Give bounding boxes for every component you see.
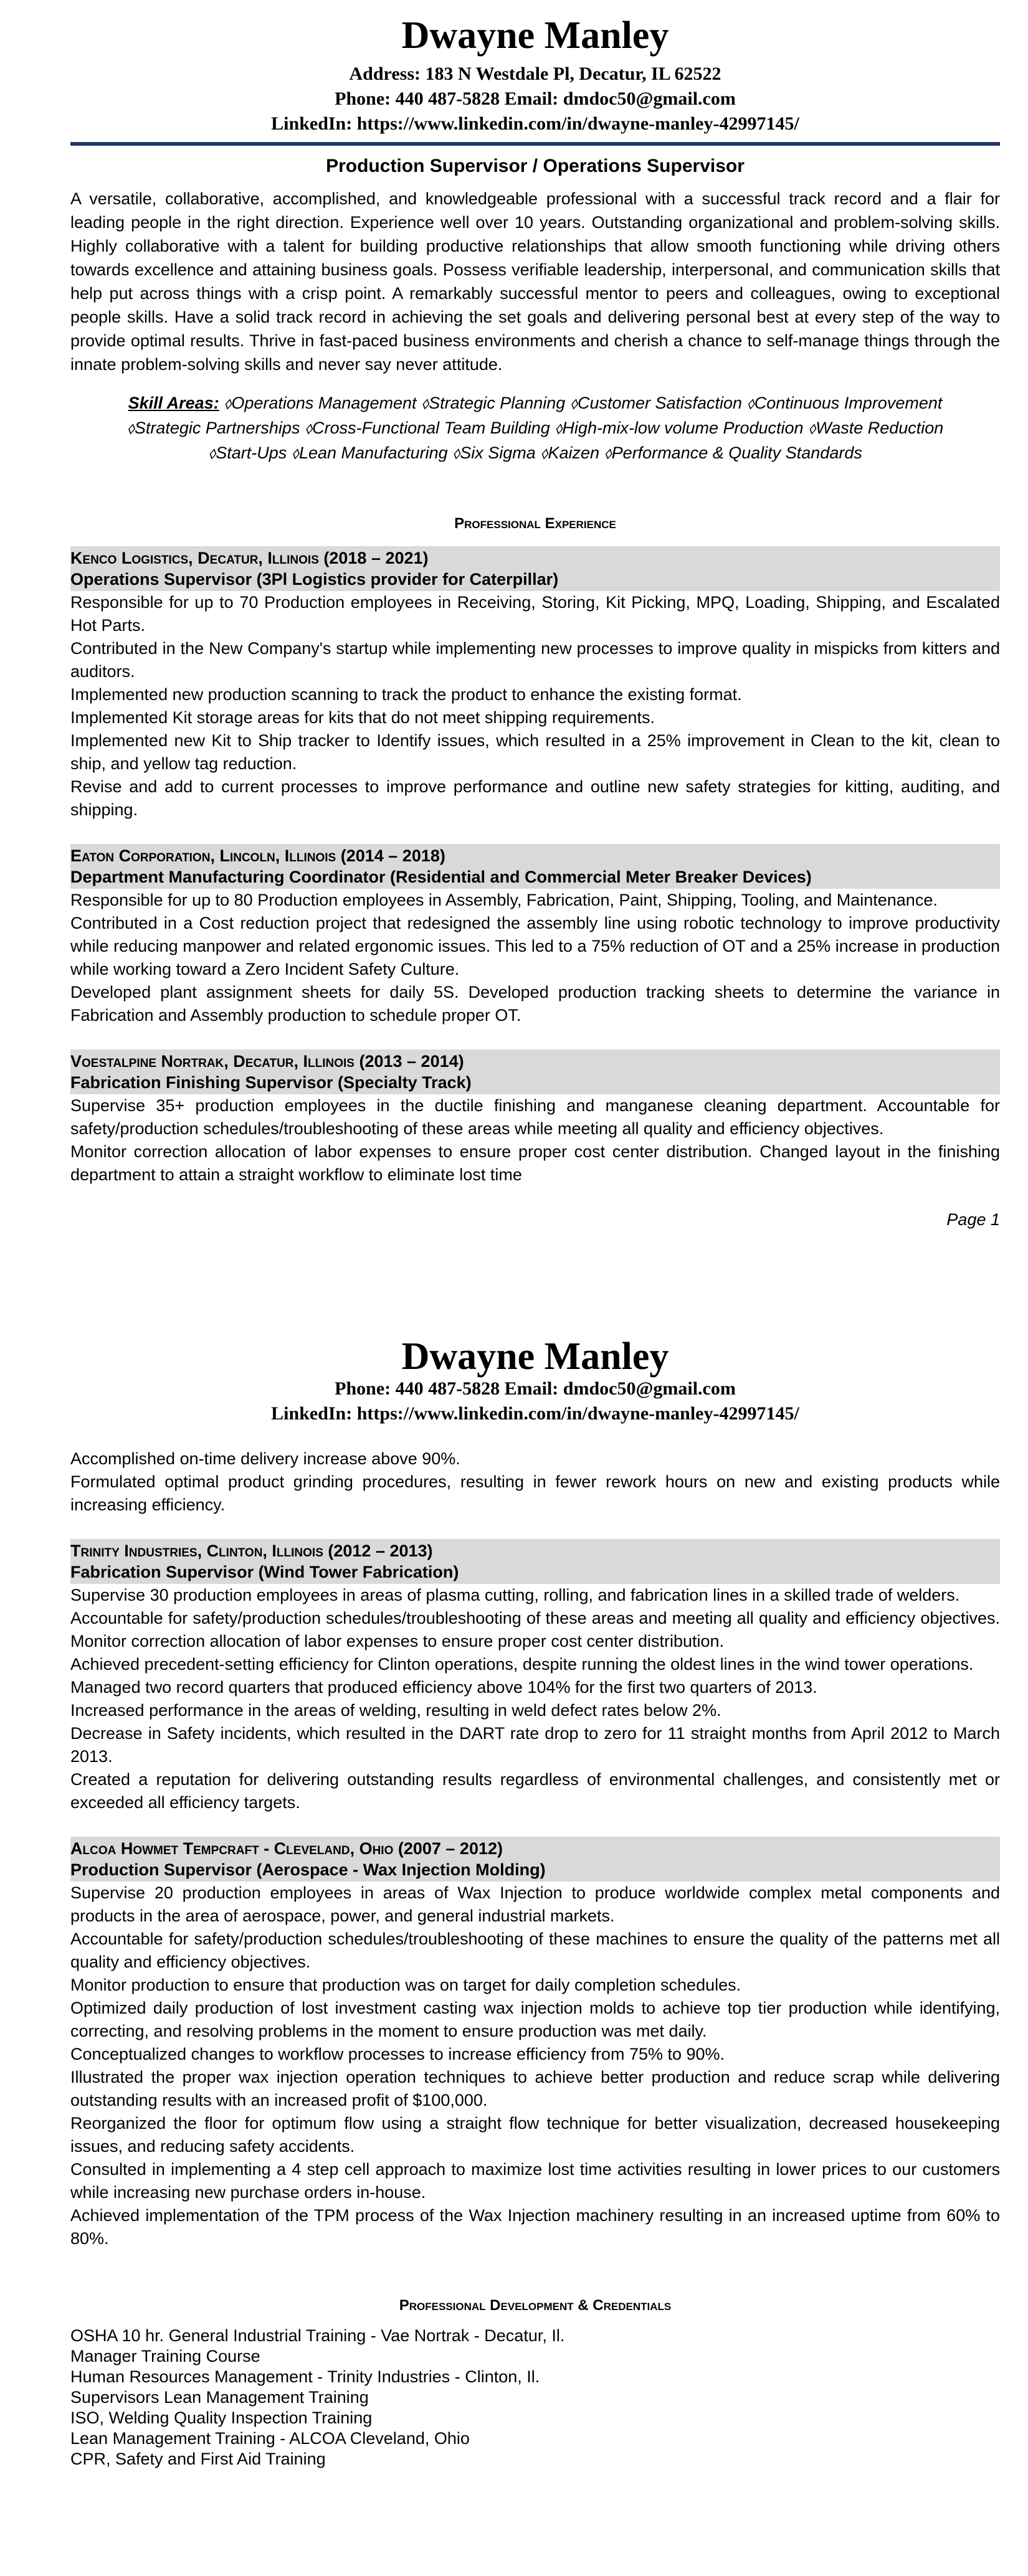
contact-block (70, 62, 1000, 136)
skills-line: ⬨Operations Management ⬨Strategic Planning ⬨Customer Satisfaction ⬨Continuous Improvement (219, 394, 943, 412)
bullet: Achieved precedent-setting efficiency for Clinton operations, despite running the oldest lines in the wind tower operations. (70, 1655, 974, 1674)
company: Alcoa Howmet Tempcraft - Cleveland, Ohio (70, 1839, 394, 1858)
dates: (2013 – 2014) (354, 1052, 464, 1071)
credential-item: Supervisors Lean Management Training (70, 2388, 369, 2407)
experience-heading: Professional Experience (454, 515, 616, 532)
job-title: Operations Supervisor (3Pl Logistics provider for Caterpillar) (70, 570, 559, 589)
credentials-list (70, 2326, 1000, 2469)
job-title: Production Supervisor (Aerospace - Wax Injection Molding) (70, 1860, 546, 1879)
bullet: Implemented new Kit to Ship tracker to Identify issues, which resulted in a 25% improvement in Clean to the kit, clean to ship, and yellow tag reduction. (70, 731, 1000, 773)
skill-areas-label: Skill Areas: (128, 394, 219, 412)
page-number: Page 1 (946, 1210, 1000, 1229)
bullet: Developed plant assignment sheets for daily 5S. Developed production tracking sheets to determine the variance in Fabrication and Assembly production to schedule proper OT. (70, 983, 1000, 1025)
job-header (70, 1539, 1000, 1584)
job-header (70, 546, 1000, 591)
skill-areas (70, 391, 1000, 465)
bullet: Achieved implementation of the TPM process of the Wax Injection machinery resulting in an increased uptime from 60% to 80%. (70, 2206, 1000, 2248)
bullet: Accountable for safety/production schedules/troubleshooting of these areas and meeting all quality and efficiency objectives. Monitor correction allocation of labor expenses to ensure proper cost center distribution. (70, 1609, 1000, 1650)
bullet: Revise and add to current processes to improve performance and outline new safety strategies for kitting, auditing, and shipping. (70, 777, 1000, 819)
bullet: Responsible for up to 80 Production employees in Assembly, Fabrication, Paint, Shipping, Tooling, and Maintenance. (70, 891, 938, 909)
address: Address: 183 N Westdale Pl, Decatur, IL 62522 (349, 64, 721, 84)
dates: (2007 – 2012) (393, 1839, 503, 1858)
bullet: Supervise 35+ production employees in the ductile finishing and manganese cleaning department. Accountable for safety/production schedules/troubleshooting of these areas while meeting all quality and efficiency objectives. (70, 1096, 1000, 1138)
credential-item: OSHA 10 hr. General Industrial Training - Vae Nortrak - Decatur, Il. (70, 2326, 565, 2345)
bullet: Increased performance in the areas of welding, resulting in weld defect rates below 2%. (70, 1701, 721, 1720)
bullet: Implemented new production scanning to track the product to enhance the existing format. (70, 685, 742, 704)
bullet: Illustrated the proper wax injection operation techniques to achieve better production and reduce scrap while delivering outstanding results with an increased profit of $100,000. (70, 2068, 1000, 2110)
phone-email: Phone: 440 487-5828 Email: dmdoc50@gmail.com (335, 88, 736, 109)
bullet: Conceptualized changes to workflow processes to increase efficiency from 75% to 90%. (70, 2045, 725, 2063)
continued-bullets (70, 1447, 1000, 1517)
bullet: Monitor correction allocation of labor expenses to ensure proper cost center distribution. Changed layout in the finishing department to attain a straight workflow to eliminate lost time (70, 1142, 1000, 1184)
job-entry (70, 1539, 1000, 1814)
linkedin-link[interactable]: LinkedIn: https://www.linkedin.com/in/dwayne-manley-42997145/ (271, 113, 799, 134)
bullet: Supervise 30 production employees in areas of plasma cutting, rolling, and fabrication lines in a skilled trade of welders. (70, 1586, 960, 1604)
summary: A versatile, collaborative, accomplished, and knowledgeable professional with a successful track record and a flair for leading people in the right direction. Experience well over 10 years. Outstanding organizational and problem-solving skills. Highly collaborative with a talent for building productive relationships that allow smooth functioning while driving others towards excellence and attaining business goals. Possess verifiable leadership, interpersonal, and communication skills that help put across things with a crisp point. A remarkably successful mentor to peers and colleagues, owing to exceptional people skills. Have a solid track record in achieving the set goals and delivering personal best at every step of the way to provide optimal results. Thrive in fast-paced business environments and cherish a chance to self-manage things through the innate problem-solving skills and never say never attitude. (70, 189, 1000, 374)
bullet: Implemented Kit storage areas for kits that do not meet shipping requirements. (70, 708, 655, 727)
candidate-name: Dwayne Manley (401, 1335, 669, 1378)
skills-line: ⬨Strategic Partnerships ⬨Cross-Functional Team Building ⬨High-mix-low volume Production ⬨Waste Reduction (126, 419, 944, 437)
job-entry (70, 1837, 1000, 2250)
job-header (70, 844, 1000, 889)
bullet: Supervise 20 production employees in areas of Wax Injection to produce worldwide complex metal components and products in the area of aerospace, power, and general industrial markets. (70, 1883, 1000, 1925)
phone-email: Phone: 440 487-5828 Email: dmdoc50@gmail.com (335, 1378, 736, 1399)
dates: (2014 – 2018) (336, 846, 445, 865)
job-title: Fabrication Finishing Supervisor (Specialty Track) (70, 1073, 472, 1092)
bullet: Contributed in the New Company's startup while implementing new processes to improve quality in mispicks from kitters and auditors. (70, 639, 1000, 681)
header-divider (70, 142, 1000, 146)
bullet: Formulated optimal product grinding procedures, resulting in fewer rework hours on new and existing products while increasing efficiency. (70, 1472, 1000, 1514)
bullet: Consulted in implementing a 4 step cell approach to maximize lost time activities resulting in lower prices to our customers while increasing new purchase orders in-house. (70, 2160, 1000, 2202)
credential-item: Human Resources Management - Trinity Industries - Clinton, Il. (70, 2367, 540, 2386)
bullet: Responsible for up to 70 Production employees in Receiving, Storing, Kit Picking, MPQ, Loading, Shipping, and Escalated Hot Parts. (70, 593, 1000, 635)
credential-item: ISO, Welding Quality Inspection Training (70, 2408, 373, 2427)
job-title: Fabrication Supervisor (Wind Tower Fabrication) (70, 1563, 459, 1581)
linkedin-link[interactable]: LinkedIn: https://www.linkedin.com/in/dwayne-manley-42997145/ (271, 1403, 799, 1424)
job-header (70, 1837, 1000, 1882)
company: Trinity Industries, Clinton, Illinois (70, 1541, 323, 1560)
dates: (2012 – 2013) (323, 1541, 433, 1560)
company: Voestalpine Nortrak, Decatur, Illinois (70, 1052, 355, 1071)
skills-line: ⬨Start-Ups ⬨Lean Manufacturing ⬨Six Sigma ⬨Kaizen ⬨Performance & Quality Standards (208, 443, 862, 462)
job-entry (70, 546, 1000, 822)
credential-item: Lean Management Training - ALCOA Cleveland, Ohio (70, 2429, 470, 2448)
company: Eaton Corporation, Lincoln, Illinois (70, 846, 336, 865)
bullet: Managed two record quarters that produced efficiency above 104% for the first two quarters of 2013. (70, 1678, 817, 1697)
job-title: Department Manufacturing Coordinator (Residential and Commercial Meter Breaker Devices) (70, 868, 812, 886)
bullet: Created a reputation for delivering outstanding results regardless of environmental challenges, and consistently met or exceeded all efficiency targets. (70, 1770, 1000, 1812)
bullet: Decrease in Safety incidents, which resulted in the DART rate drop to zero for 11 straight months from April 2012 to March 2013. (70, 1724, 1000, 1766)
credential-item: CPR, Safety and First Aid Training (70, 2450, 326, 2468)
bullet: Optimized daily production of lost investment casting wax injection molds to achieve top tier production while identifying, correcting, and resolving problems in the moment to ensure production was met daily. (70, 1999, 1000, 2040)
credentials-heading: Professional Development & Credentials (399, 2297, 672, 2314)
job-entry (70, 844, 1000, 1027)
candidate-name: Dwayne Manley (401, 14, 669, 57)
bullet: Accountable for safety/production schedules/troubleshooting of these machines to ensure the quality of the patterns met all quality and efficiency objectives. (70, 1930, 1000, 1971)
company: Kenco Logistics, Decatur, Illinois (70, 549, 319, 567)
resume-page-2 (0, 1288, 1028, 2576)
bullet: Accomplished on-time delivery increase above 90%. (70, 1449, 460, 1468)
bullet: Reorganized the floor for optimum flow using a straight flow technique for better visualization, decreased housekeeping issues, and reducing safety accidents. (70, 2114, 1000, 2156)
job-entry (70, 1049, 1000, 1186)
dates: (2018 – 2021) (318, 549, 429, 567)
headline: Production Supervisor / Operations Supervisor (326, 156, 745, 176)
contact-block (70, 1376, 1000, 1426)
bullet: Contributed in a Cost reduction project that redesigned the assembly line using robotic technology to improve productivity while reducing manpower and related ergonomic issues. This led to a 75% reduction of OT and a 25% increase in production while working toward a Zero Incident Safety Culture. (70, 914, 1000, 978)
bullet: Monitor production to ensure that production was on target for daily completion schedules. (70, 1976, 741, 1994)
credential-item: Manager Training Course (70, 2347, 260, 2365)
job-header (70, 1049, 1000, 1094)
